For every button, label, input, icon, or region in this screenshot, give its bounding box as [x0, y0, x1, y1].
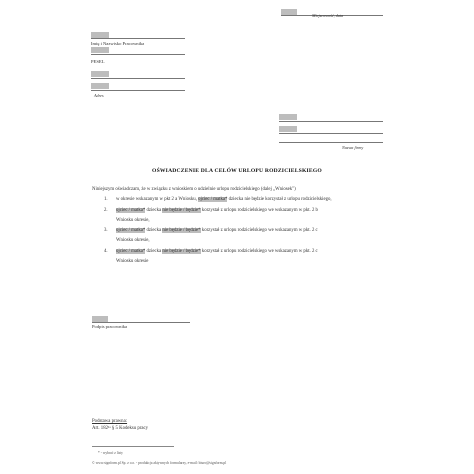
company-line-2 — [279, 133, 383, 134]
signature-caption: Podpis pracownika — [92, 324, 128, 329]
item-3-text-line2: Wniosku okresie, — [116, 238, 150, 243]
item-4-text-line2: Wniosku okresie — [116, 259, 149, 264]
document-title: OŚWIADCZENIE DLA CELÓW URLOPU RODZICIELSKIEGO — [152, 168, 322, 174]
employee-name-line-1 — [91, 38, 185, 39]
item-1-text-a: w okresie wskazanym w pkt 2 a Wniosku, — [116, 197, 199, 202]
item-4-text — [116, 249, 318, 254]
item-3-text-b: korzystał z urlopu rodzicielskiego we wskazanym w pkt. 2 c — [200, 228, 318, 233]
item-1-text-b: dziecka nie będzie korzystał z urlopu rodzicielskiego, — [227, 197, 332, 202]
footer-copyright: © www.signform.pl Sp. z o.o. - produkcja aktywnych formularzy, e-mail: biuro@signform.pl — [92, 461, 227, 465]
employee-name-field-2[interactable] — [91, 47, 109, 53]
company-line-3 — [279, 142, 383, 143]
item-3-text — [116, 228, 318, 233]
address-field-1[interactable] — [91, 71, 109, 77]
address-caption: Adres — [94, 93, 104, 98]
address-line-2 — [91, 90, 185, 91]
item-1-parent-select[interactable]: ojciec / matka* — [198, 197, 228, 202]
item-1-text — [116, 197, 332, 202]
item-2-will-select[interactable]: nie będzie / będzie* — [162, 208, 201, 213]
item-4-text-a: dziecka — [145, 249, 163, 254]
legal-basis-heading-text: Podstawa prawna: — [92, 419, 128, 424]
employee-name-caption: Imię i Nazwisko Pracownika — [91, 41, 145, 46]
employee-name-line-2 — [91, 54, 185, 55]
address-field-2[interactable] — [91, 83, 109, 89]
company-field-1[interactable] — [279, 114, 297, 120]
item-2-number: 2. — [104, 208, 108, 213]
signature-line — [92, 322, 190, 323]
item-3-text-a: dziecka — [145, 228, 163, 233]
item-4-number: 4. — [104, 249, 108, 254]
company-line-1 — [279, 121, 383, 122]
address-line-1 — [91, 78, 185, 79]
place-date-caption: Miejscowość, data — [312, 13, 344, 18]
item-4-will-select[interactable]: nie będzie / będzie* — [162, 249, 201, 254]
legal-basis-heading — [92, 419, 127, 424]
item-2-text — [116, 208, 318, 213]
item-3-will-select[interactable]: nie będzie / będzie* — [162, 228, 201, 233]
footnote: * - wybrać z listy — [98, 451, 123, 455]
item-4-text-b: korzystał z urlopu rodzicielskiego we wskazanym w pkt. 2 c — [200, 249, 318, 254]
pesel-caption: PESEL — [91, 59, 105, 64]
item-2-text-line2: Wniosku okresie, — [116, 218, 150, 223]
item-2-text-b: korzystał z urlopu rodzicielskiego we wskazanym w pkt. 2 b — [200, 208, 318, 213]
intro-text: Niniejszym oświadczam, że w związku z wnioskiem o udzielnie urlopu rodzicielskiego (dalej „Wniosek") — [92, 187, 296, 192]
company-field-2[interactable] — [279, 126, 297, 132]
item-2-text-a: dziecka — [145, 208, 163, 213]
item-4-parent-select[interactable]: ojciec / matka* — [116, 249, 146, 254]
legal-basis-article: Art. 182¹ᵃ § 5 Kodeksu pracy — [92, 426, 149, 431]
footnote-separator — [92, 446, 174, 447]
item-2-parent-select[interactable]: ojciec / matka* — [116, 208, 146, 213]
item-3-number: 3. — [104, 228, 108, 233]
item-3-parent-select[interactable]: ojciec / matka* — [116, 228, 146, 233]
company-caption: Nazwa firmy — [342, 145, 364, 150]
item-1-number: 1. — [104, 197, 108, 202]
